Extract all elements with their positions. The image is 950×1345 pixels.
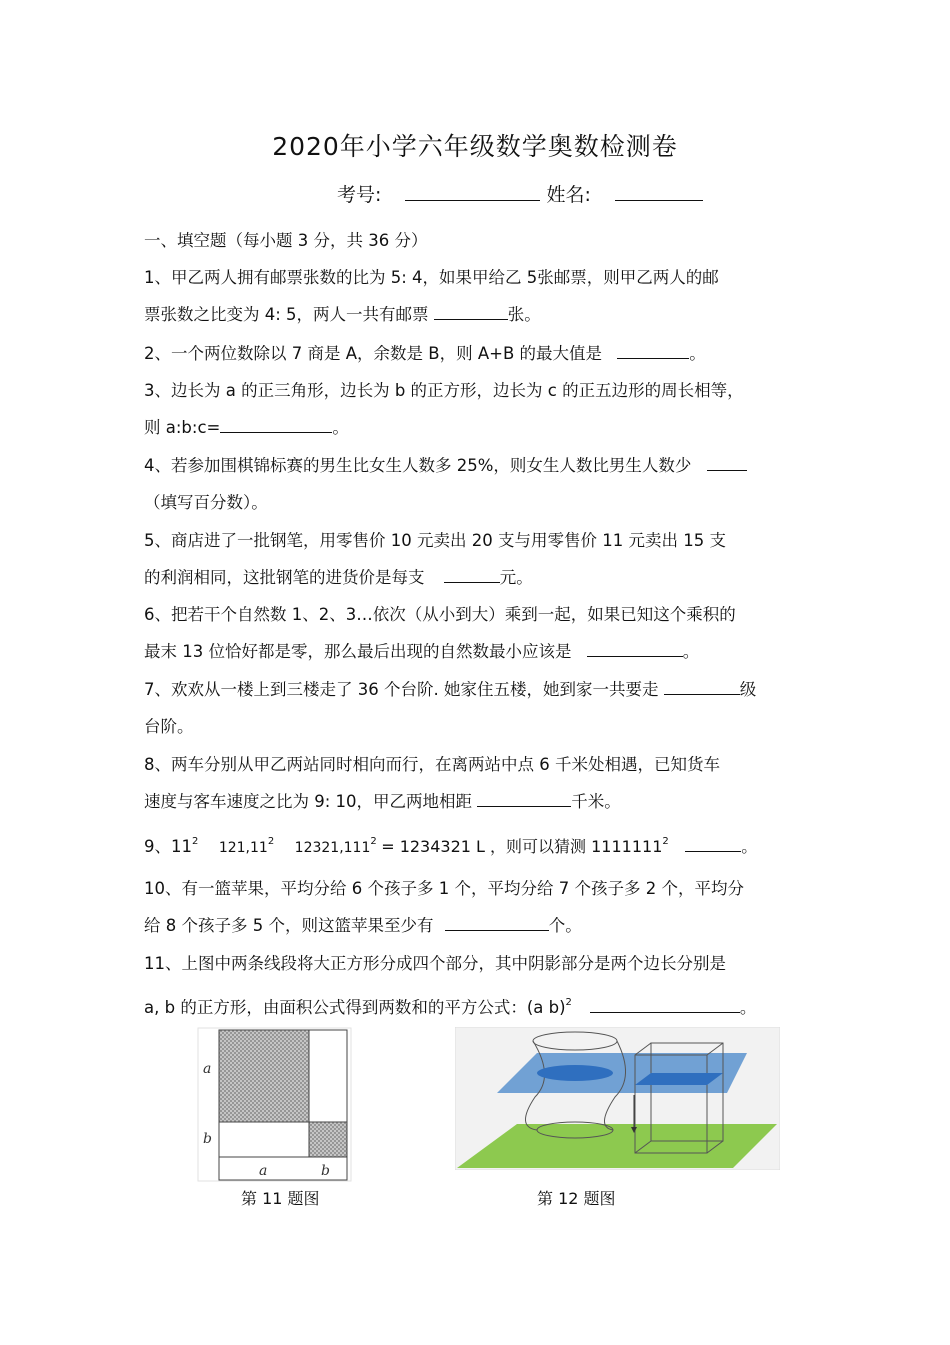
label-b-left: b: [203, 1131, 212, 1147]
answer-blank-8[interactable]: [477, 792, 571, 807]
question-1-line-1: 1、甲乙两人拥有邮票张数的比为 5: 4，如果甲给乙 5张邮票，则甲乙两人的邮: [144, 268, 719, 287]
question-5-text: 的利润相同，这批钢笔的进货价是每支: [144, 568, 430, 587]
exponent-3: 2: [370, 836, 377, 847]
solids-diagram: [455, 1027, 780, 1170]
question-11-end: 。: [739, 998, 757, 1017]
exponent-4: 2: [662, 836, 669, 847]
answer-blank-10[interactable]: [445, 916, 549, 931]
figure-12: [455, 1027, 780, 1170]
question-2-end: 。: [689, 344, 706, 363]
section-heading: 一、填空题（每小题 3 分，共 36 分）: [144, 231, 428, 250]
question-1-unit: 张。: [507, 305, 541, 324]
figure-12-caption: 第 12 题图: [537, 1189, 616, 1208]
name-label: 姓名:: [546, 184, 591, 206]
label-b-bottom: b: [321, 1163, 330, 1179]
answer-blank-2[interactable]: [617, 344, 689, 359]
answer-blank-11[interactable]: [590, 998, 740, 1013]
exam-number-label: 考号:: [337, 184, 382, 206]
question-4-line-1: [144, 452, 747, 476]
question-8-text: 速度与客车速度之比为 9: 10，甲乙两地相距: [144, 792, 478, 811]
question-6-text: 最末 13 位恰好都是零，那么最后出现的自然数最小应该是: [144, 642, 577, 661]
question-1-line-2: [144, 301, 541, 325]
answer-blank-5[interactable]: [444, 568, 500, 583]
answer-blank-7[interactable]: [664, 680, 740, 695]
question-9-text: = 1234321 L ，则可以猜测 1111111: [381, 837, 663, 856]
exponent-5: 2: [565, 997, 572, 1008]
question-8-unit: 千米。: [571, 792, 621, 811]
question-6-end: 。: [682, 642, 700, 661]
question-11-text: a, b 的正方形，由面积公式得到两数和的平方公式：(a b): [144, 998, 566, 1017]
question-5-line-2: [144, 564, 533, 588]
label-a-left: a: [203, 1061, 212, 1077]
question-8-line-1: 8、两车分别从甲乙两站同时相向而行，在离两站中点 6 千米处相遇，已知货车: [144, 755, 720, 774]
question-5-unit: 元。: [499, 568, 533, 587]
square-diagram: [197, 1027, 352, 1182]
question-7-unit: 级: [739, 680, 757, 699]
question-10-text: 给 8 个孩子多 5 个，则这篮苹果至少有: [144, 916, 439, 935]
question-3-line-2: [144, 414, 349, 438]
question-7-line-1: [144, 676, 756, 700]
question-1-text: 票张数之比变为 4: 5，两人一共有邮票: [144, 305, 434, 324]
question-2-text: 2、一个两位数除以 7 商是 A，余数是 B，则 A+B 的最大值是: [144, 344, 608, 363]
figure-11-caption: 第 11 题图: [241, 1189, 320, 1208]
name-field[interactable]: [615, 182, 703, 201]
question-6-line-1: 6、把若干个自然数 1、2、3…依次（从小到大）乘到一起，如果已知这个乘积的: [144, 605, 736, 624]
student-info-row: [337, 180, 703, 207]
exam-number-field[interactable]: [405, 182, 540, 201]
question-9-base-1: 9、11: [144, 837, 192, 856]
question-2: [144, 340, 706, 364]
question-9: [144, 833, 757, 857]
question-5-line-1: 5、商店进了一批钢笔，用零售价 10 元卖出 20 支与用零售价 11 元卖出 15 支: [144, 531, 726, 550]
question-6-line-2: [144, 638, 699, 662]
question-10-line-2: [144, 912, 582, 936]
question-10-line-1: 10、有一篮苹果，平均分给 6 个孩子多 1 个，平均分给 7 个孩子多 2 个，平均分: [144, 879, 744, 898]
answer-blank-4[interactable]: [707, 456, 747, 471]
question-8-line-2: [144, 788, 621, 812]
question-4-line-2: （填写百分数）。: [144, 493, 268, 512]
question-7-line-2: 台阶。: [144, 717, 194, 736]
answer-blank-1[interactable]: [434, 305, 508, 320]
question-4-text: 4、若参加围棋锦标赛的男生比女生人数多 25%，则女生人数比男生人数少: [144, 456, 697, 475]
question-3-end: 。: [332, 418, 349, 437]
answer-blank-3[interactable]: [220, 418, 332, 433]
question-9-end: 。: [741, 837, 758, 856]
question-9-base-3: 12321,111: [294, 840, 371, 856]
page-title: 2020年小学六年级数学奥数检测卷: [272, 132, 678, 161]
exponent-1: 2: [192, 836, 199, 847]
question-3-text: 则 a:b:c=: [144, 418, 221, 437]
question-7-text: 7、欢欢从一楼上到三楼走了 36 个台阶. 她家住五楼，她到家一共要走: [144, 680, 664, 699]
question-11-line-1: 11、上图中两条线段将大正方形分成四个部分，其中阴影部分是两个边长分别是: [144, 954, 726, 973]
label-a-bottom: a: [259, 1163, 268, 1179]
answer-blank-6[interactable]: [587, 642, 683, 657]
question-10-unit: 个。: [548, 916, 582, 935]
question-11-line-2: [144, 994, 756, 1018]
answer-blank-9[interactable]: [685, 837, 741, 852]
question-9-base-2: 121,11: [218, 840, 268, 856]
question-3-line-1: 3、边长为 a 的正三角形，边长为 b 的正方形，边长为 c 的正五边形的周长相等，: [144, 381, 744, 400]
exponent-2: 2: [267, 836, 275, 847]
figure-11: [197, 1027, 352, 1182]
